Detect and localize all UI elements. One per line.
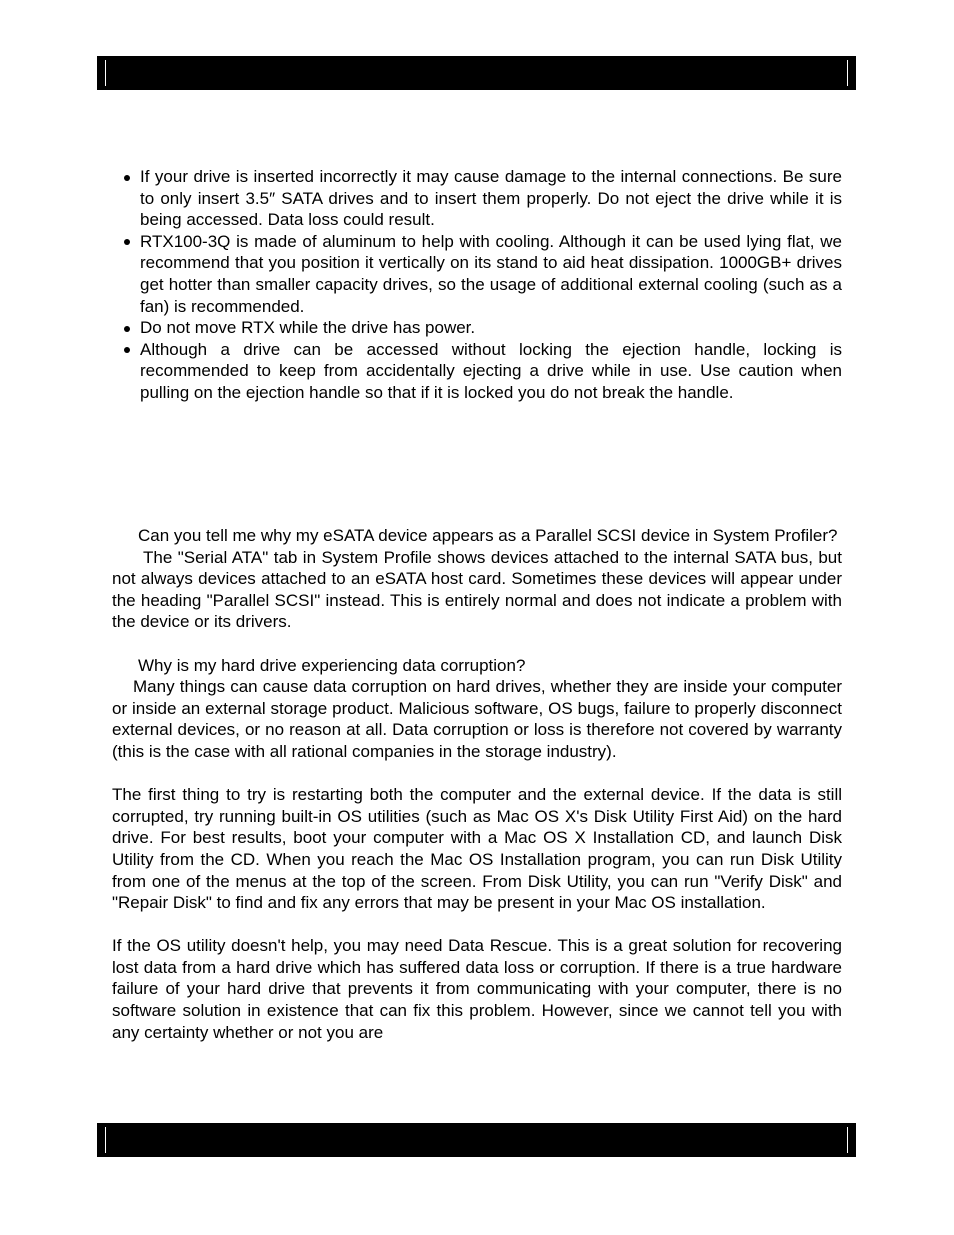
list-item <box>121 339 842 404</box>
faq-section <box>112 525 842 1043</box>
bullet-icon <box>124 175 130 181</box>
caution-list <box>121 166 842 404</box>
footer-bar <box>97 1123 856 1157</box>
header-left-rule <box>105 60 106 86</box>
faq-question-corruption: Why is my hard drive experiencing data corruption? <box>138 655 526 675</box>
faq-answer-corruption: Many things can cause data corruption on hard drives, whether they are inside your computer or inside an external storage product. Malicious software, OS bugs, failure to properly disconnect external devices, or no reason at all. Data corruption or loss is therefore not covered by warranty (this is the case with all rational companies in the storage industry). <box>112 677 842 761</box>
bullet-icon <box>124 239 130 245</box>
footer-left-rule <box>105 1127 106 1153</box>
faq-question-esata: Can you tell me why my eSATA device appears as a Parallel SCSI device in System Profiler? <box>138 526 838 545</box>
list-item <box>121 166 842 231</box>
bullet-icon <box>124 347 130 353</box>
header-bar <box>97 56 856 90</box>
faq-paragraph-restart: The first thing to try is restarting both the computer and the external device. If the data is still corrupted, try running built-in OS utilities (such as Mac OS X's Disk Utility First Aid) on the hard drive. For best results, boot your computer with a Mac OS X Installation CD, and launch Disk Utility from the CD. When you reach the Mac OS Installation program, you can run Disk Utility from one of the menus at the top of the screen. From Disk Utility, you can run "Verify Disk" and "Repair Disk" to find and fix any errors that may be present in your Mac OS installation. <box>112 785 842 913</box>
list-item <box>121 231 842 317</box>
footer-right-rule <box>847 1127 848 1153</box>
header-right-rule <box>847 60 848 86</box>
list-item-text: Do not move RTX while the drive has power. <box>140 318 476 338</box>
list-item <box>121 317 842 339</box>
faq-answer-esata: The "Serial ATA" tab in System Profile shows devices attached to the internal SATA bus, but not always devices attached to an eSATA host card. Sometimes these devices will appear under the heading "Parallel SCSI" instead. This is entirely normal and does not indicate a problem with the device or its drivers. <box>112 547 842 632</box>
list-item-text: If your drive is inserted incorrectly it may cause damage to the internal connections. Be sure to only insert 3.5″ SATA drives and to insert them properly. Do not eject the drive while it is being accessed. Data loss could result. <box>140 167 842 230</box>
faq-paragraph-data-rescue: If the OS utility doesn't help, you may need Data Rescue. This is a great solution for recovering lost data from a hard drive which has suffered data loss or corruption. If there is a true hardware failure of your hard drive that prevents it from communicating with your computer, there is no software solution in existence that can fix this problem. However, since we cannot tell you with any certainty whether or not you are <box>112 936 842 1042</box>
list-item-text: RTX100-3Q is made of aluminum to help with cooling. Although it can be used lying flat, we recommend that you position it vertically on its stand to aid heat dissipation. 1000GB+ drives get hotter than smaller capacity drives, so the usage of additional external cooling (such as a fan) is recommended. <box>140 231 842 316</box>
bullet-icon <box>124 326 130 332</box>
list-item-text: Although a drive can be accessed without locking the ejection handle, locking is recommended to keep from accidentally ejecting a drive while in use. Use caution when pulling on the ejection handle so that if it is locked you do not break the handle. <box>140 339 842 402</box>
